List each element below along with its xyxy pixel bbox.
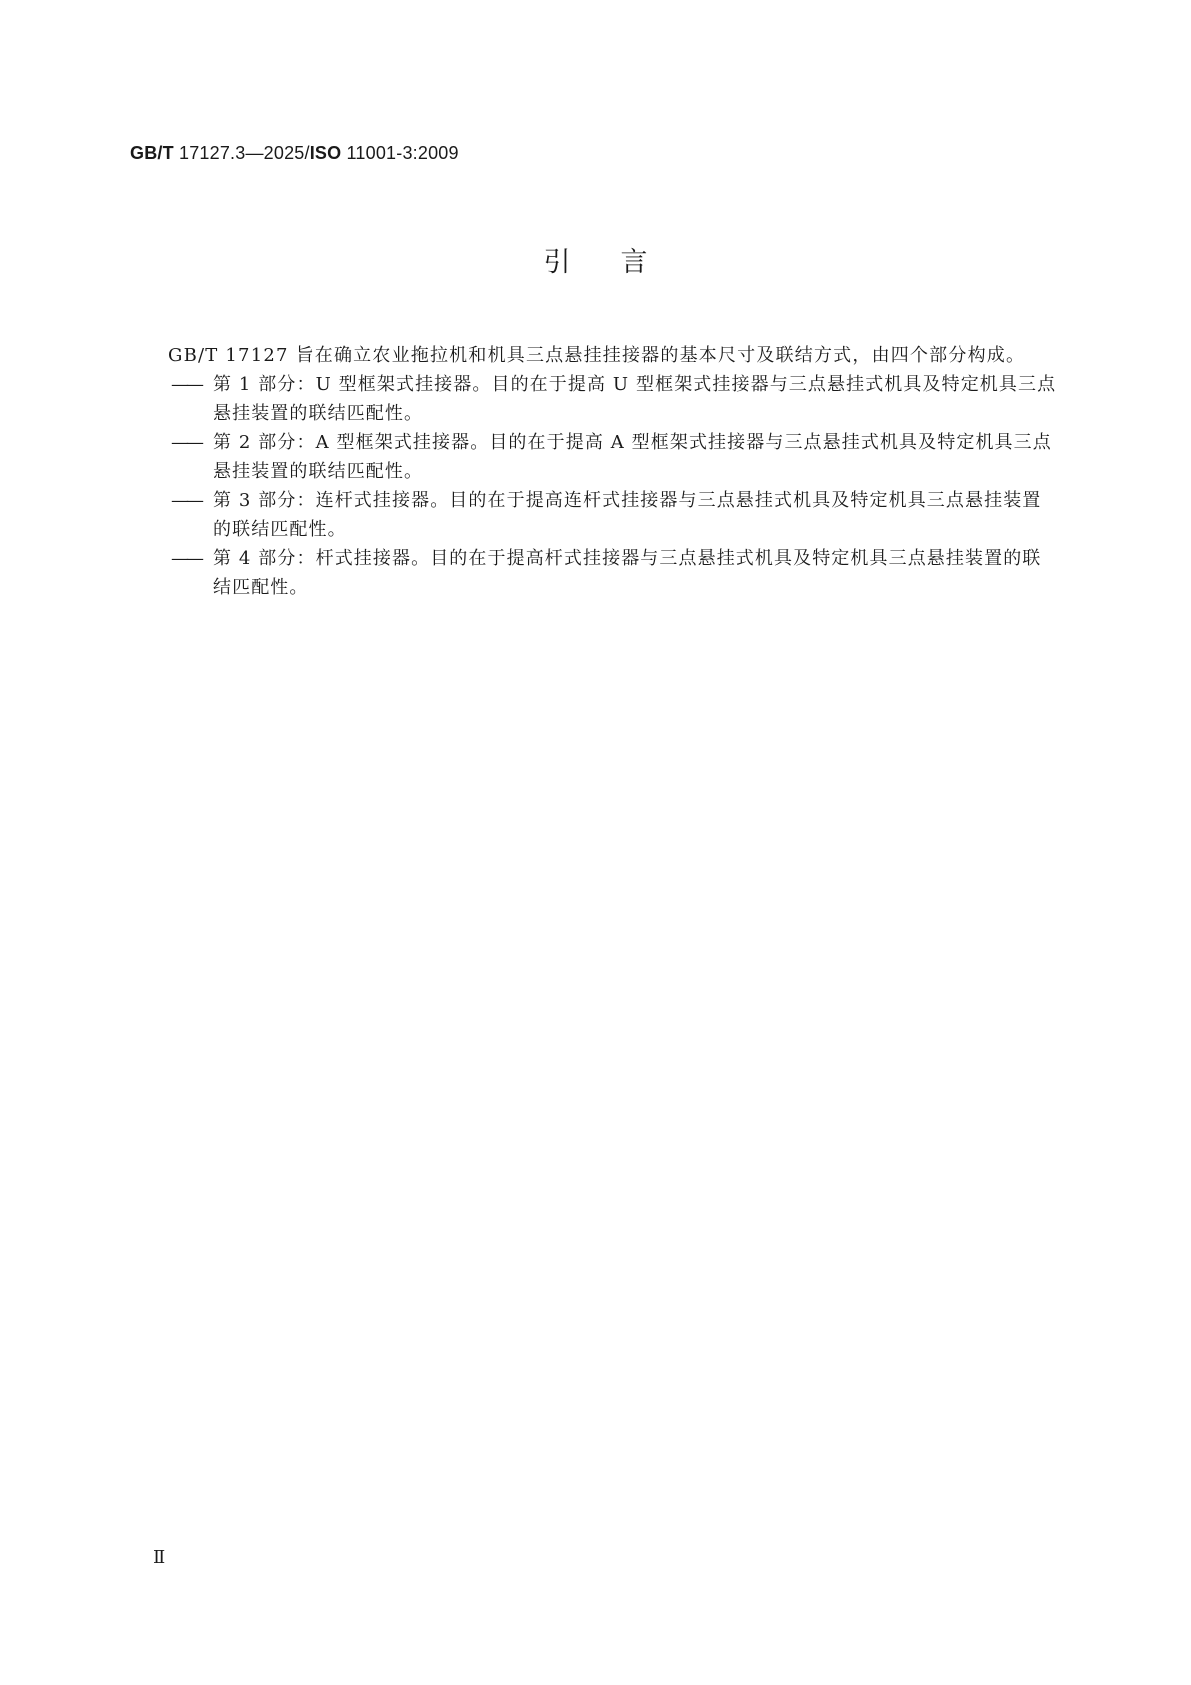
- iso-number: 11001-3:2009: [346, 143, 459, 163]
- dash-marker: ——: [171, 490, 201, 511]
- part-description: 第 1 部分：U 型框架式挂接器。目的在于提高 U 型框架式挂接器与三点悬挂式机具及特定机具三点悬挂装置的联结匹配性。: [213, 374, 1057, 424]
- part-list-item: [130, 486, 1058, 544]
- intro-paragraph: GB/T 17127 旨在确立农业拖拉机和机具三点悬挂挂接器的基本尺寸及联结方式，由四个部分构成。: [168, 345, 1026, 366]
- iso-prefix: ISO: [309, 143, 342, 163]
- dash-marker: ——: [171, 432, 201, 453]
- part-description: 第 2 部分：A 型框架式挂接器。目的在于提高 A 型框架式挂接器与三点悬挂式机具及特定机具三点悬挂装置的联结匹配性。: [213, 432, 1052, 482]
- part-list-item: [130, 544, 1058, 602]
- dash-marker: ——: [171, 374, 201, 395]
- page-number: Ⅱ: [153, 1547, 166, 1567]
- part-list-item: [130, 428, 1058, 486]
- document-header: [130, 141, 459, 165]
- part-description: 第 4 部分：杆式挂接器。目的在于提高杆式挂接器与三点悬挂式机具及特定机具三点悬挂装置的联结匹配性。: [213, 548, 1042, 598]
- dash-marker: ——: [171, 548, 201, 569]
- section-title: 引言: [543, 247, 698, 278]
- part-description: 第 3 部分：连杆式挂接器。目的在于提高连杆式挂接器与三点悬挂式机具及特定机具三点悬挂装置的联结匹配性。: [213, 490, 1042, 540]
- introduction-body: [130, 341, 1058, 602]
- part-list-item: [130, 370, 1058, 428]
- standard-number: 17127.3—2025/: [179, 143, 310, 163]
- standard-prefix: GB/T: [130, 143, 174, 163]
